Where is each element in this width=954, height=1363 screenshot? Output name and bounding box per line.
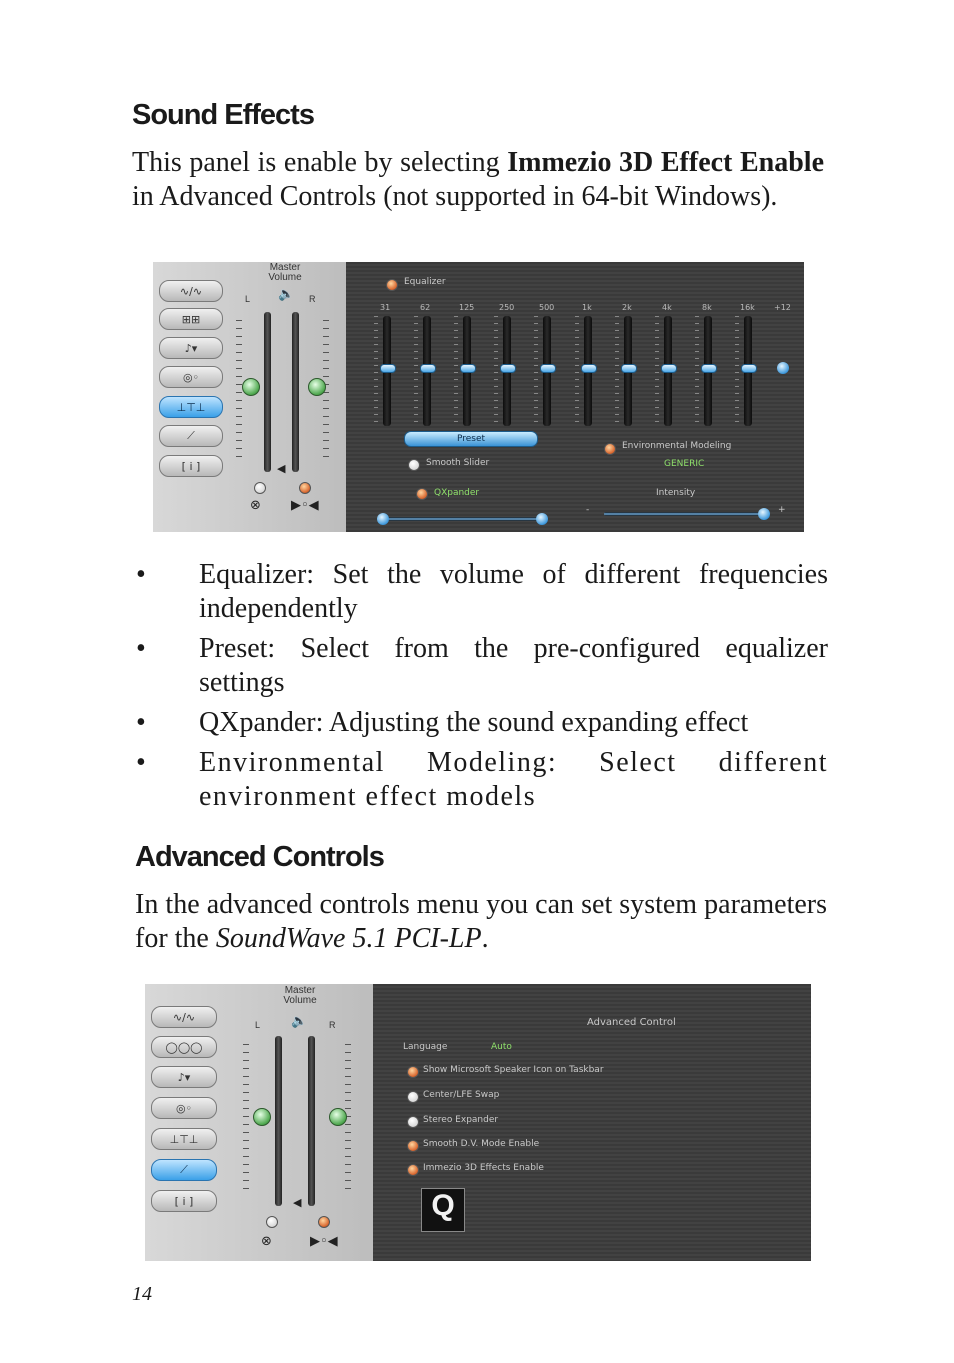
nav-button-speaker[interactable] <box>151 1006 217 1028</box>
right-channel-label: R <box>309 294 316 304</box>
eq-slider-knob[interactable] <box>581 364 597 373</box>
eq-slider-knob[interactable] <box>540 364 556 373</box>
eq-ticks <box>374 316 378 426</box>
speaker-icon: 🔈 <box>291 1014 308 1029</box>
master-volume-line2: Volume <box>283 995 317 1006</box>
qxpander-slider-track <box>382 517 542 521</box>
surround-icon: ▶◦◀ <box>291 498 319 513</box>
env-modeling-label: Environmental Modeling <box>622 441 732 451</box>
advanced-control-screenshot <box>145 984 811 1261</box>
master-volume-line2: Volume <box>268 272 302 283</box>
nav-button-sound-effects[interactable] <box>159 396 223 418</box>
intensity-slider-track <box>604 512 768 516</box>
eq-slider-knob[interactable] <box>701 364 717 373</box>
nav-button-sound-effects[interactable] <box>151 1128 217 1150</box>
option-radio-center-lfe[interactable] <box>407 1091 419 1103</box>
bullet-text: QXpander: Adjusting the sound expanding effect <box>199 707 749 738</box>
freq-label: 16k <box>740 303 755 312</box>
freq-label: 8k <box>702 303 712 312</box>
left-control-panel <box>145 984 375 1261</box>
adv-intro-text-end: . <box>481 923 489 954</box>
intro-bold-text: Immezio 3D Effect Enable <box>507 147 824 178</box>
eq-slider-knob[interactable] <box>621 364 637 373</box>
freq-label: 125 <box>459 303 475 312</box>
right-volume-track <box>308 1036 315 1206</box>
bullet-text: Equalizer: Set the volume of different frequencies independently <box>199 559 828 624</box>
bullet-dot: • <box>136 633 146 664</box>
nav-button-recording[interactable] <box>151 1097 217 1119</box>
language-label: Language <box>403 1042 448 1052</box>
mute-icon: ⊗ <box>261 1234 272 1249</box>
equalizer-icon: ⊥⊤⊥ <box>169 1132 199 1146</box>
mute-radio[interactable] <box>266 1216 278 1228</box>
freq-label: 4k <box>662 303 672 312</box>
qxpander-slider-knob-right[interactable] <box>536 513 548 525</box>
sound-test-icon: ♪▾ <box>177 1070 191 1084</box>
left-volume-track <box>264 312 271 472</box>
mute-speaker-icon: ◀ <box>277 462 286 475</box>
surround-radio[interactable] <box>299 482 311 494</box>
option-radio-immezio[interactable] <box>407 1164 419 1176</box>
eq-ticks <box>655 316 659 426</box>
env-modeling-toggle[interactable] <box>604 443 616 455</box>
nav-button-advanced[interactable] <box>151 1159 217 1181</box>
nav-button-recording[interactable] <box>159 366 223 388</box>
bullet-item-preset <box>136 632 828 700</box>
eq-ticks <box>534 316 538 426</box>
eq-ticks <box>454 316 458 426</box>
recording-icon: ◎◦ <box>182 370 200 384</box>
eq-ticks <box>735 316 739 426</box>
surround-icon: ▶◦◀ <box>310 1234 338 1249</box>
equalizer-icon: ⊥⊤⊥ <box>176 400 206 414</box>
eq-ticks <box>494 316 498 426</box>
left-volume-ticks <box>236 320 242 460</box>
bullet-dot: • <box>136 747 148 778</box>
eq-slider-knob[interactable] <box>661 364 677 373</box>
intensity-plus: + <box>778 505 786 515</box>
left-volume-knob[interactable] <box>242 378 260 396</box>
speaker-wave-icon: ∿∕∿ <box>172 1010 196 1024</box>
left-volume-track <box>275 1036 282 1206</box>
intro-text: This panel is enable by selecting <box>132 147 508 178</box>
page-number: 14 <box>132 1283 152 1305</box>
bullet-dot: • <box>136 559 146 590</box>
option-radio-smooth-dv[interactable] <box>407 1140 419 1152</box>
left-volume-ticks <box>243 1044 249 1194</box>
smooth-slider-label: Smooth Slider <box>426 458 490 468</box>
mute-radio[interactable] <box>254 482 266 494</box>
equalizer-pane <box>346 262 804 532</box>
advanced-control-pane <box>373 984 811 1261</box>
eq-gain-indicator <box>777 362 789 374</box>
info-icon: [ i ] <box>174 1194 194 1208</box>
freq-label: 31 <box>380 303 391 312</box>
sound-test-icon: ♪▾ <box>184 341 198 355</box>
advanced-slider-icon: ⟋ <box>180 1163 188 1176</box>
bullet-item-equalizer <box>136 558 828 626</box>
intensity-slider-knob[interactable] <box>758 508 770 520</box>
option-label-center-lfe: Center/LFE Swap <box>423 1090 500 1100</box>
advanced-controls-heading: Advanced Controls <box>135 841 384 873</box>
freq-label: 62 <box>420 303 431 312</box>
adv-intro-text: In the advanced controls menu you can set system parameters for the <box>135 889 827 954</box>
sound-effects-screenshot <box>153 262 804 532</box>
advanced-slider-icon: ⟋ <box>187 429 195 442</box>
freq-label: +12 <box>774 303 791 312</box>
language-value[interactable]: Auto <box>491 1042 512 1052</box>
speaker-wave-icon: ∿∕∿ <box>179 284 203 298</box>
logo-letter: Q <box>431 1189 455 1222</box>
advanced-control-title: Advanced Control <box>587 1017 676 1028</box>
bullet-item-env-modeling <box>136 746 828 814</box>
freq-label: 250 <box>499 303 515 312</box>
right-volume-knob[interactable] <box>329 1108 347 1126</box>
intro-text-end: in Advanced Controls (not supported in 64-bit Windows). <box>132 181 778 212</box>
bullet-text: Environmental Modeling: Select different environment effect models <box>199 747 828 812</box>
left-volume-knob[interactable] <box>253 1108 271 1126</box>
recording-icon: ◎◦ <box>175 1101 193 1115</box>
mute-icon: ⊗ <box>250 498 261 513</box>
eq-slider-knob[interactable] <box>500 364 516 373</box>
nav-button-mixer[interactable] <box>151 1036 217 1058</box>
eq-ticks <box>615 316 619 426</box>
freq-label: 500 <box>539 303 555 312</box>
nav-button-sound-test[interactable] <box>151 1066 217 1088</box>
option-label-immezio: Immezio 3D Effects Enable <box>423 1163 544 1173</box>
mixer-icon: ◯◯◯ <box>165 1040 203 1054</box>
mixer-icon: ⊞⊞ <box>181 312 201 326</box>
option-label-stereo-expander: Stereo Expander <box>423 1115 499 1125</box>
left-channel-label: L <box>245 294 251 304</box>
nav-button-speaker[interactable] <box>159 280 223 302</box>
product-name: SoundWave 5.1 PCI-LP <box>215 923 482 954</box>
eq-ticks <box>414 316 418 426</box>
feature-bullet-list <box>136 558 828 820</box>
nav-button-mixer[interactable] <box>159 308 223 330</box>
mute-speaker-icon: ◀ <box>293 1196 302 1209</box>
intensity-minus: - <box>586 505 590 515</box>
env-modeling-value[interactable]: GENERIC <box>664 459 705 469</box>
freq-label: 2k <box>622 303 632 312</box>
qsound-logo <box>421 1188 465 1232</box>
preset-button[interactable]: Preset <box>404 431 538 447</box>
freq-label: 1k <box>582 303 592 312</box>
bullet-dot: • <box>136 707 146 738</box>
info-icon: [ i ] <box>181 459 201 473</box>
nav-button-advanced[interactable] <box>159 425 223 447</box>
bullet-text: Preset: Select from the pre-configured equalizer settings <box>199 633 828 698</box>
right-channel-label: R <box>329 1020 336 1030</box>
eq-slider-knob[interactable] <box>460 364 476 373</box>
eq-slider-knob[interactable] <box>380 364 396 373</box>
master-volume-line1: Master <box>284 985 316 996</box>
option-label-speaker-icon: Show Microsoft Speaker Icon on Taskbar <box>423 1065 604 1075</box>
option-radio-speaker-icon[interactable] <box>407 1066 419 1078</box>
nav-button-sound-test[interactable] <box>159 337 223 359</box>
equalizer-toggle[interactable] <box>386 279 398 291</box>
smooth-slider-radio[interactable] <box>408 459 420 471</box>
surround-radio[interactable] <box>318 1216 330 1228</box>
qxpander-label: QXpander <box>434 488 480 498</box>
master-volume-title <box>271 986 329 1006</box>
option-radio-stereo-expander[interactable] <box>407 1116 419 1128</box>
eq-ticks <box>695 316 699 426</box>
qxpander-slider-knob-left[interactable] <box>377 513 389 525</box>
eq-slider-knob[interactable] <box>420 364 436 373</box>
sound-effects-heading: Sound Effects <box>132 99 314 131</box>
eq-slider-knob[interactable] <box>741 364 757 373</box>
equalizer-label: Equalizer <box>404 277 446 287</box>
right-volume-knob[interactable] <box>308 378 326 396</box>
left-channel-label: L <box>255 1020 261 1030</box>
advanced-controls-intro <box>135 888 827 956</box>
nav-button-info[interactable] <box>159 455 223 477</box>
master-volume-line1: Master <box>269 262 301 273</box>
bullet-item-qxpander <box>136 706 828 740</box>
right-volume-track <box>292 312 299 472</box>
qxpander-toggle[interactable] <box>416 488 428 500</box>
option-label-smooth-dv: Smooth D.V. Mode Enable <box>423 1139 540 1149</box>
left-control-panel <box>153 262 348 532</box>
speaker-icon: 🔈 <box>278 287 295 302</box>
eq-ticks <box>575 316 579 426</box>
intensity-label: Intensity <box>656 488 696 498</box>
nav-button-info[interactable] <box>151 1190 217 1212</box>
sound-effects-intro <box>132 146 824 214</box>
master-volume-title <box>257 263 313 283</box>
